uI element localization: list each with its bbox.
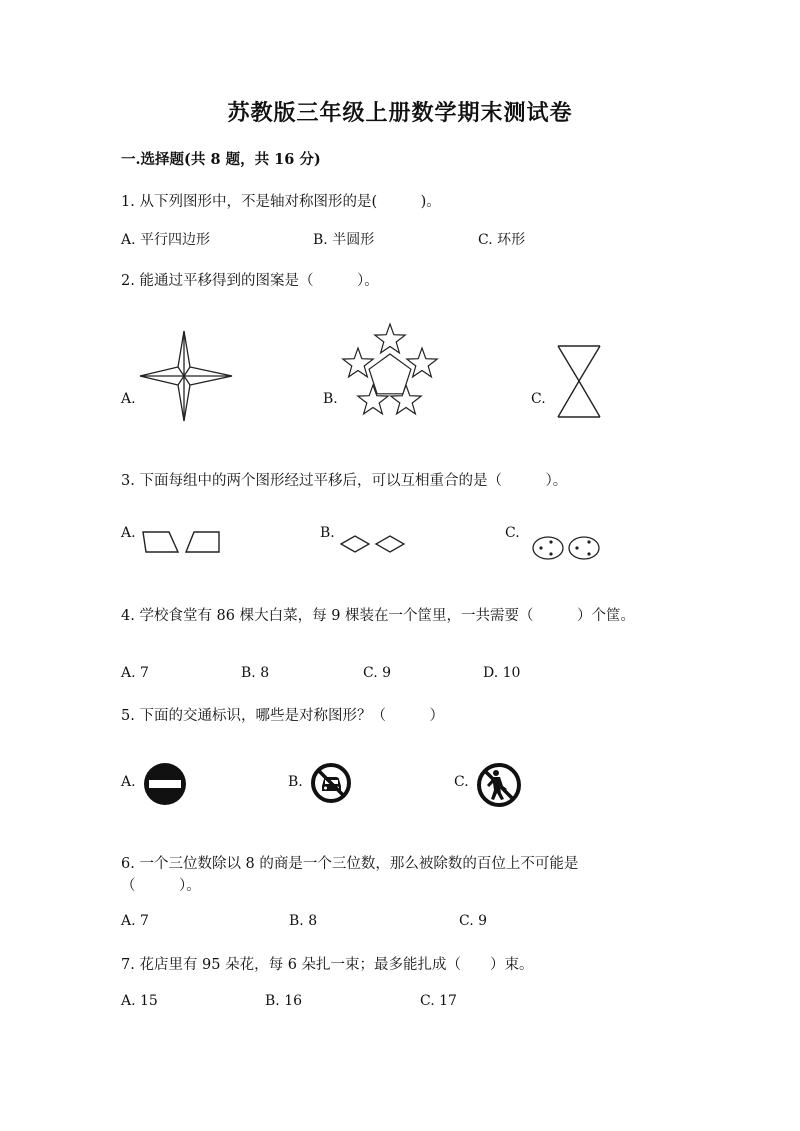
q5-option-c[interactable]: C. bbox=[454, 774, 469, 790]
pentagon-shape bbox=[369, 354, 411, 394]
four-point-star-figure bbox=[138, 330, 234, 422]
question-4: 4. 学校食堂有 86 棵大白菜，每 9 棵装在一个筐里，一共需要（ ）个筐。 bbox=[121, 608, 636, 624]
q4-option-b[interactable]: B. 8 bbox=[241, 665, 270, 681]
q7-option-b[interactable]: B. 16 bbox=[265, 993, 303, 1009]
q6-option-a[interactable]: A. 7 bbox=[121, 913, 149, 929]
question-7: 7. 花店里有 95 朵花，每 6 朵扎一束；最多能扎成（ ）束。 bbox=[121, 957, 534, 973]
no-pedestrians-sign-icon bbox=[476, 762, 522, 808]
section-heading: 一.选择题(共 8 题，共 16 分) bbox=[121, 151, 321, 168]
q1-option-b[interactable]: B. 半圆形 bbox=[313, 232, 375, 248]
question-2: 2. 能通过平移得到的图案是（ ）。 bbox=[121, 273, 379, 289]
star-shape bbox=[343, 348, 373, 377]
q2-option-a[interactable]: A. bbox=[121, 391, 136, 407]
q3-option-c[interactable]: C. bbox=[505, 525, 520, 541]
star-shape bbox=[407, 348, 437, 377]
question-1: 1. 从下列图形中，不是轴对称图形的是( )。 bbox=[121, 194, 441, 210]
dotted-ellipse-pair-figure bbox=[532, 535, 602, 561]
question-5: 5. 下面的交通标识，哪些是对称图形？（ ） bbox=[121, 708, 444, 724]
q4-option-d[interactable]: D. 10 bbox=[483, 665, 521, 681]
q2-option-b[interactable]: B. bbox=[323, 391, 338, 407]
q6-option-c[interactable]: C. 9 bbox=[459, 913, 488, 929]
q1-option-c[interactable]: C. 环形 bbox=[478, 232, 526, 248]
q3-option-b[interactable]: B. bbox=[320, 525, 335, 541]
q1-option-a[interactable]: A. 平行四边形 bbox=[121, 232, 211, 248]
q7-option-c[interactable]: C. 17 bbox=[420, 993, 457, 1009]
no-entry-sign-icon bbox=[143, 762, 187, 806]
q4-option-a[interactable]: A. 7 bbox=[121, 665, 149, 681]
q4-option-c[interactable]: C. 9 bbox=[363, 665, 392, 681]
q5-option-b[interactable]: B. bbox=[288, 774, 303, 790]
q3-option-a[interactable]: A. bbox=[121, 525, 136, 541]
stars-pentagon-figure bbox=[340, 324, 442, 420]
trapezoid-pair-figure bbox=[141, 530, 223, 554]
q5-option-a[interactable]: A. bbox=[121, 774, 136, 790]
question-6-line-2: （ ）。 bbox=[121, 878, 201, 894]
no-motor-vehicles-sign-icon bbox=[310, 762, 352, 804]
question-3: 3. 下面每组中的两个图形经过平移后，可以互相重合的是（ ）。 bbox=[121, 473, 568, 489]
question-6-line-1: 6. 一个三位数除以 8 的商是一个三位数，那么被除数的百位上不可能是 bbox=[121, 856, 579, 872]
q6-option-b[interactable]: B. 8 bbox=[289, 913, 318, 929]
q7-option-a[interactable]: A. 15 bbox=[121, 993, 158, 1009]
star-shape bbox=[375, 324, 405, 353]
page-title: 苏教版三年级上册数学期末测试卷 bbox=[227, 100, 573, 126]
q2-option-c[interactable]: C. bbox=[531, 391, 546, 407]
hourglass-figure bbox=[556, 344, 604, 420]
diamond-pair-figure bbox=[340, 535, 406, 553]
